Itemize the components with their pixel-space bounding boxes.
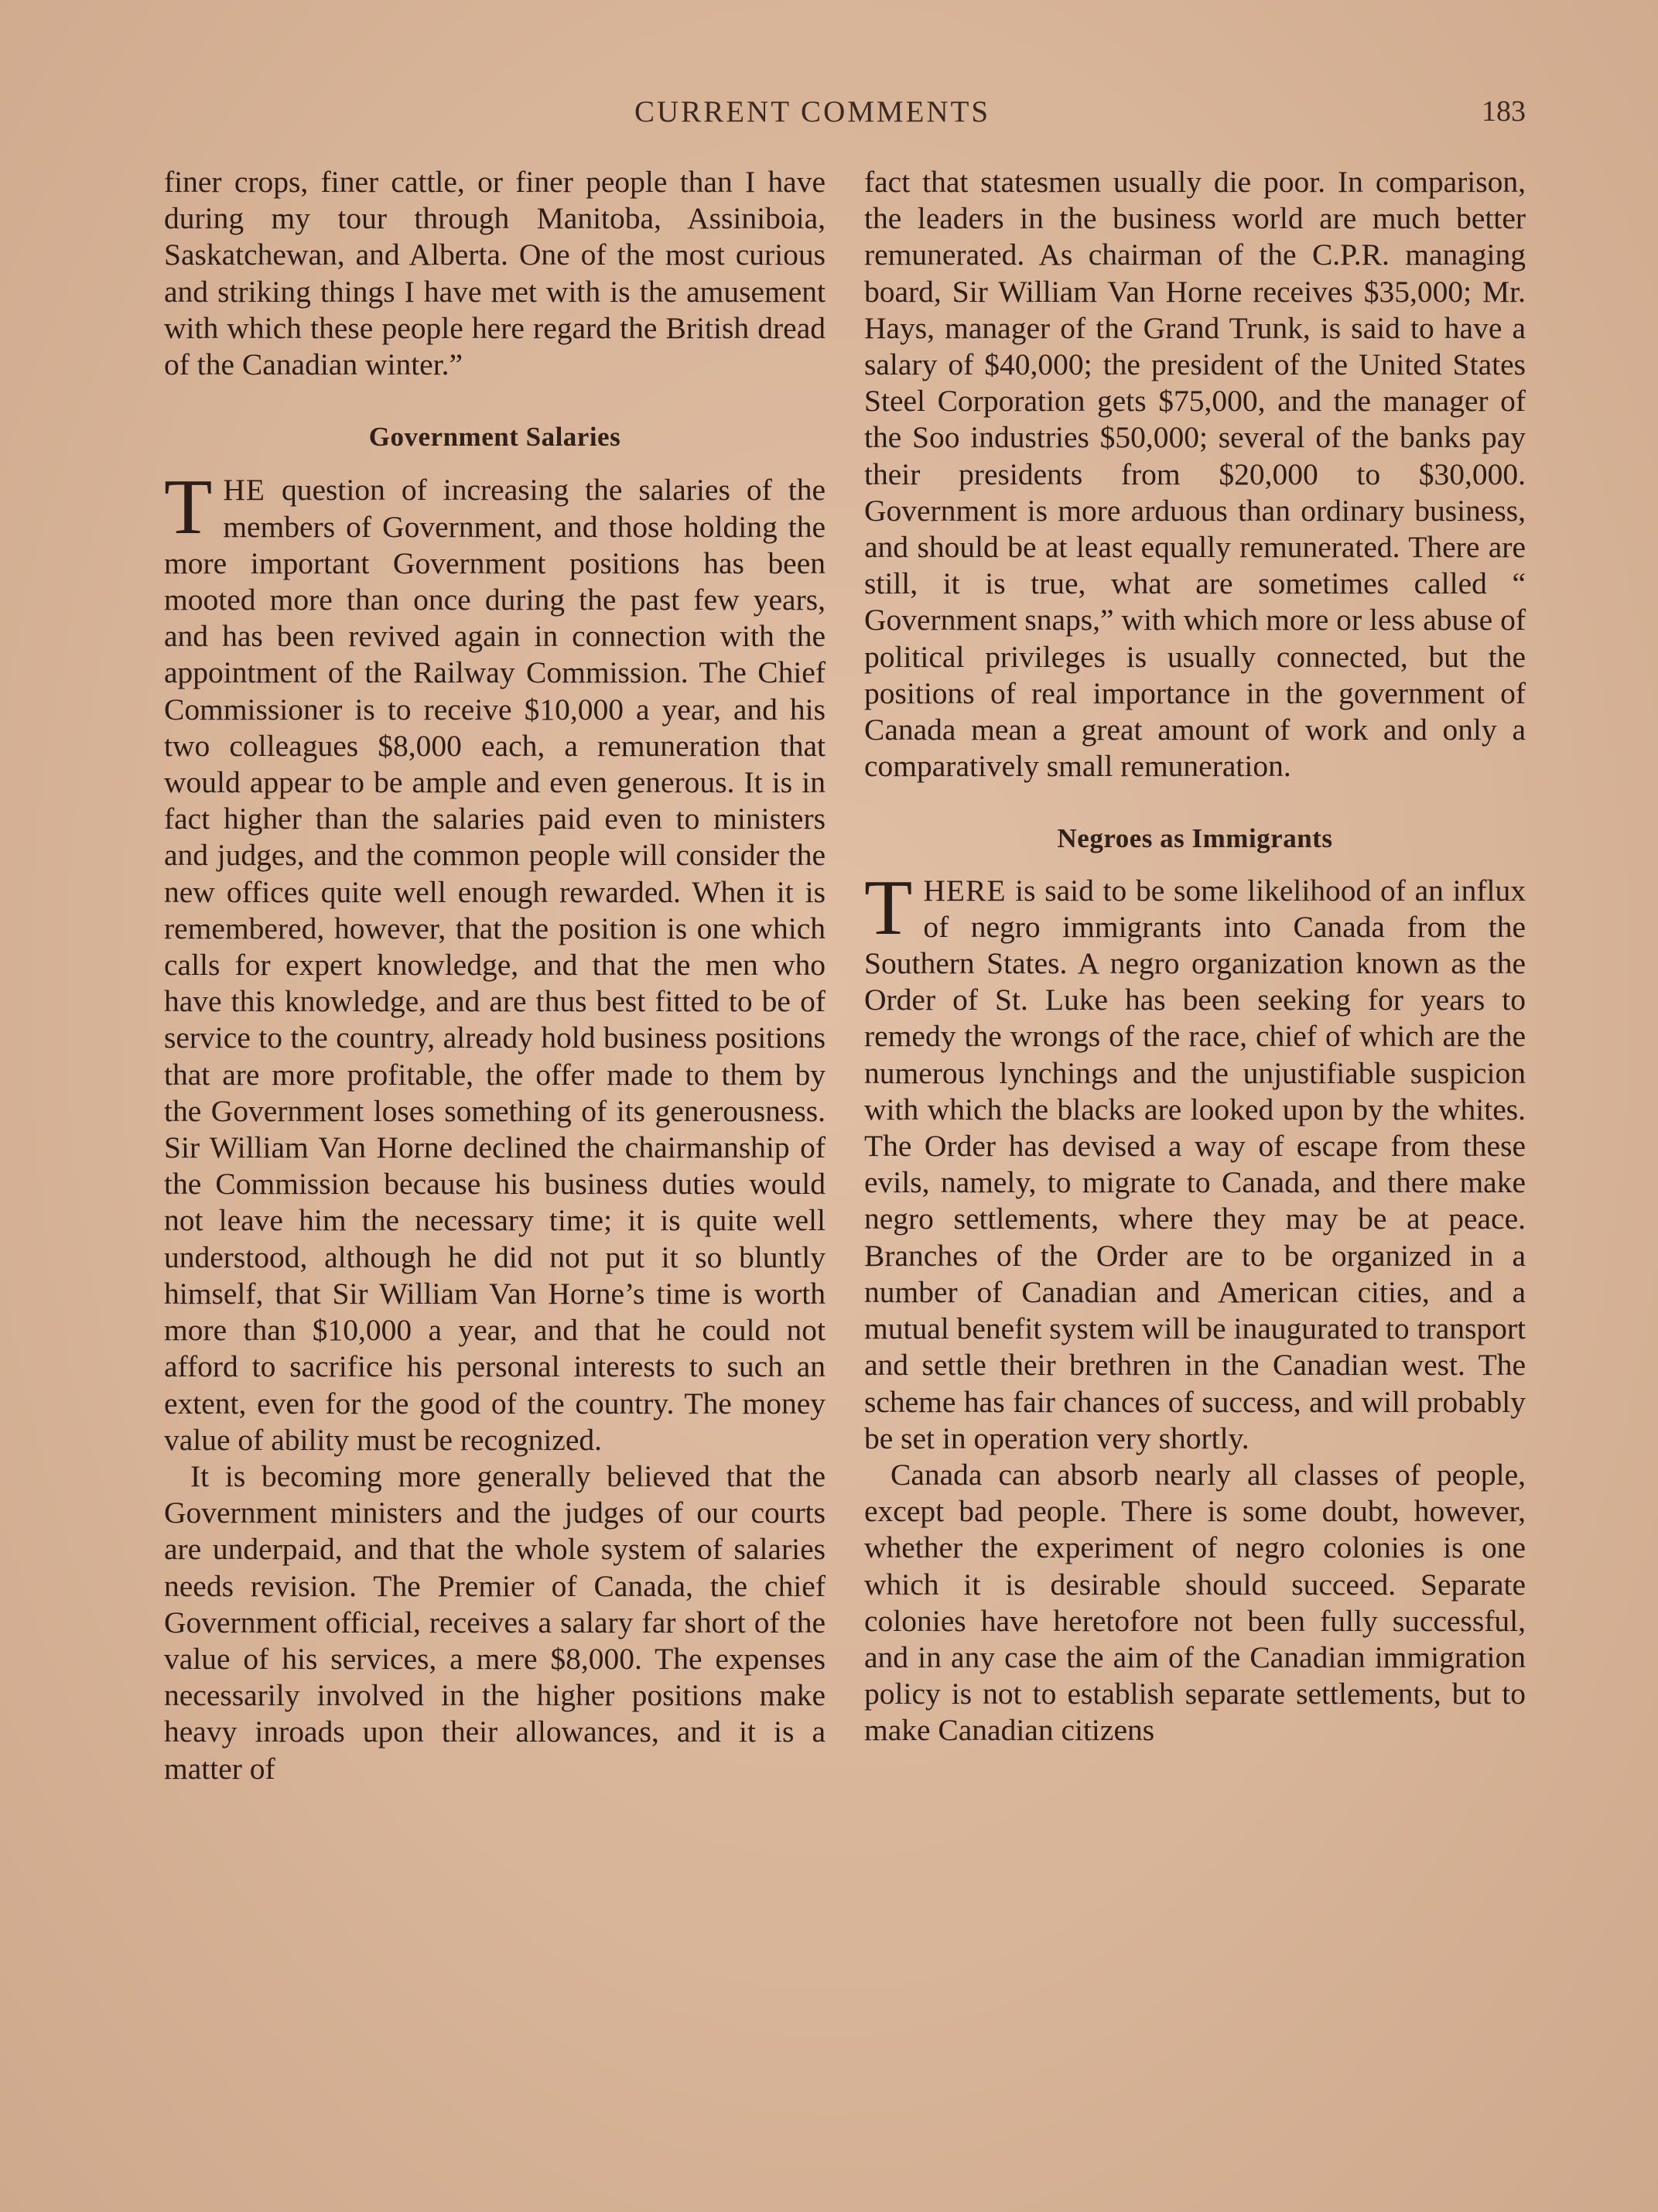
running-head — [0, 94, 1658, 133]
negroes-immigrants-paragraph-1 — [864, 863, 1526, 1457]
government-salaries-paragraph-2: It is becoming more generally believed that the Government ministers and the judges of our courts are underpaid, and that the whole system of salaries needs revision. The Premier of Canada, the chief Government official, receives a salary far short of the value of his services, a mere $8,000. The expenses necessarily involved in the higher positions make heavy inroads upon their allowances, and it is a matter of — [164, 1458, 826, 1786]
drop-cap: T — [164, 463, 213, 552]
section-heading-government-salaries: Government Salaries — [368, 422, 621, 453]
left-column — [164, 164, 826, 1787]
negroes-immigrants-paragraph-2: Canada can absorb nearly all classes of people, except bad people. There is some doubt, however, whether the experiment of negro colonies is one which it is desirable should succeed. Separate colonies have heretofore not been fully successful, and in any case the aim of the Canadian immigration policy is not to establish separate settlements, but to make Canadian citizens — [864, 1457, 1526, 1748]
right-column — [864, 164, 1526, 1749]
continued-paragraph-right: fact that statesmen usually die poor. In comparison, the leaders in the business world are much better remunerated. As chairman of the C.P.R. managing board, Sir William Van Horne receives $35,000; Mr. Hays, manager of the Grand Trunk, is said to have a salary of $40,000; the president of the United States Steel Corporation gets $75,000, and the manager of the Soo industries $50,000; several of the banks pay their presidents from $20,000 to $30,000. Government is more arduous than ordinary business, and should be at least equally remunerated. There are still, it is true, what are sometimes called “ Government snaps,” with which more or less abuse of political privileges is usually connected, but the positions of real importance in the government of Canada mean a great amount of work and only a comparatively small remuneration. — [864, 165, 1526, 784]
government-salaries-paragraph-1 — [164, 463, 826, 1458]
continued-paragraph-left: finer crops, finer cattle, or finer people than I have during my tour through Manitoba, Assiniboia, Saskatchewan, and Alberta. One of the most curious and striking things I have met with is the amusement with which these people here regard the British dread of the Canadian winter.” — [164, 165, 826, 382]
running-head-title: CURRENT COMMENTS — [634, 95, 991, 128]
lead-word: HERE — [923, 873, 1007, 908]
lead-word: HE — [223, 473, 265, 508]
section-heading-negroes-as-immigrants: Negroes as Immigrants — [1057, 823, 1333, 854]
paragraph-text: question of increasing the salaries of the members of Government, and those holding the more important Government positions has been mooted more than once during the past few years, and has been revived again in connection with the appointment of the Railway Commission. The Chief Commissioner is to receive $10,000 a year, and his two colleagues $8,000 each, a remuneration that would appear to be ample and even generous. It is in fact higher than the salaries paid even to ministers and judges, and the common people will consider the new offices quite well enough rewarded. When it is remembered, however, that the position is one which calls for expert knowledge, and that the men who have this knowledge, and are thus best fitted to be of service to the country, already hold business positions that are more profitable, the offer made to them by the Government loses something of its generousness. Sir William Van Horne declined the chairmanship of the Commission because his business duties would not leave him the necessary time; it is quite well understood, although he did not put it so bluntly himself, that Sir William Van Horne’s time is worth more than $10,000 a year, and that he could not afford to sacrifice his personal interests to such an extent, even for the good of the country. The money value of ability must be recognized. — [164, 473, 826, 1457]
page-number: 183 — [1482, 95, 1526, 128]
paragraph-text: is said to be some likelihood of an influx of negro immigrants into Canada from the Southern States. A negro organization known as the Order of St. Luke has been seeking for years to remedy the wrongs of the race, chief of which are the numerous lynchings and the unjustifiable suspicion with which the blacks are looked upon by the whites. The Order has devised a way of escape from these evils, namely, to migrate to Canada, and there make negro settlements, where they may be at peace. Branches of the Order are to be organized in a number of Canadian and American cities, and a mutual benefit system will be inaugurated to transport and settle their brethren in the Canadian west. The scheme has fair chances of success, and will probably be set in operation very shortly. — [864, 873, 1526, 1455]
drop-cap: T — [864, 863, 913, 952]
